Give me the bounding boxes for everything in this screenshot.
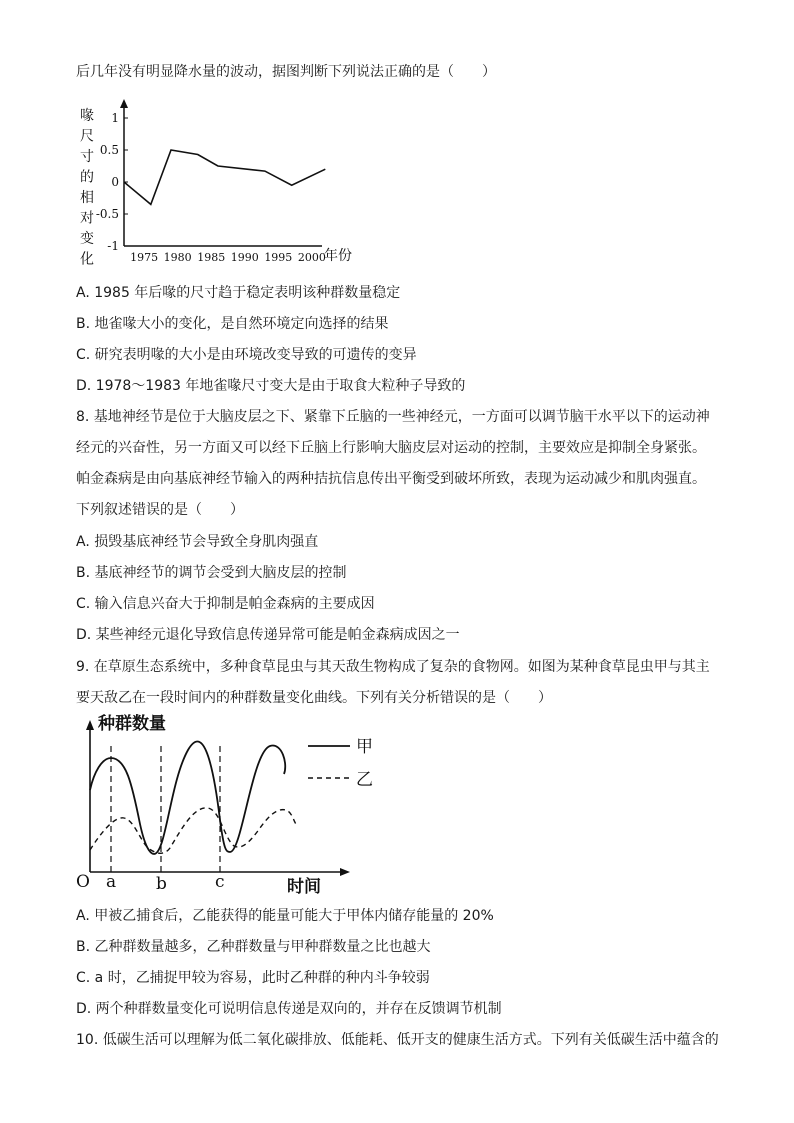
marker-label-c: c (215, 872, 225, 892)
beak-size-y-tick-label: 0 (111, 175, 119, 189)
population-y-label: 种群数量 (98, 714, 166, 734)
beak-size-chart (74, 96, 364, 268)
population-y-arrow (86, 720, 94, 730)
q9-option-a: A. 甲被乙捕食后，乙能获得的能量可能大于甲体内储存能量的 20% (76, 908, 494, 924)
q7-option-b: B. 地雀喙大小的变化，是自然环境定向选择的结果 (76, 316, 389, 332)
q8-option-c: C. 输入信息兴奋大于抑制是帕金森病的主要成因 (76, 596, 375, 612)
q7-option-a: A. 1985 年后喙的尺寸趋于稳定表明该种群数量稳定 (76, 285, 401, 301)
beak-size-y-label-char: 的 (80, 169, 94, 186)
beak-size-y-tick-label: -0.5 (95, 207, 119, 221)
q7-option-c: C. 研究表明喙的大小是由环境改变导致的可遗传的变异 (76, 347, 417, 363)
beak-size-x-tick-label: 1980 (163, 251, 192, 264)
population-x-arrow (340, 868, 350, 876)
beak-size-x-tick-label: 2000 (297, 251, 326, 264)
beak-size-x-tick-label: 1985 (197, 251, 226, 264)
beak-size-x-ticks (130, 251, 326, 264)
beak-size-y-label-char: 寸 (80, 149, 94, 165)
q7-option-d: D. 1978～1983 年地雀喙尺寸变大是由于取食大粒种子导致的 (76, 378, 466, 394)
beak-size-series-line (124, 150, 325, 204)
q9-stem-line-2: 要天敌乙在一段时间内的种群数量变化曲线。下列有关分析错误的是（ ） (76, 690, 552, 706)
q8-option-b: B. 基底神经节的调节会受到大脑皮层的控制 (76, 565, 347, 581)
population-origin-label: O (76, 872, 90, 892)
beak-size-x-tick-label: 1990 (230, 251, 259, 264)
beak-size-y-label-char: 对 (80, 210, 94, 227)
q9-option-c: C. a 时，乙捕捉甲较为容易，此时乙种群的种内斗争较弱 (76, 970, 430, 986)
beak-size-y-label (80, 108, 94, 268)
series-yi-line (90, 808, 296, 853)
beak-size-y-tick-label: 0.5 (99, 143, 119, 157)
beak-size-y-ticks (96, 111, 128, 253)
beak-size-y-label-char: 化 (80, 251, 94, 268)
q8-stem-line-1: 8. 基地神经节是位于大脑皮层之下、紧靠下丘脑的一些神经元，一方面可以调节脑干水平以下的运动神 (76, 409, 710, 425)
q7-stem: 后几年没有明显降水量的波动，据图判断下列说法正确的是（ ） (76, 64, 496, 80)
beak-size-x-tick-label: 1975 (130, 251, 159, 264)
q10-stem-line-1: 10. 低碳生活可以理解为低二氧化碳排放、低能耗、低开支的健康生活方式。下列有关低碳生活中蕴含的 (76, 1032, 719, 1048)
marker-label-a: a (106, 872, 117, 892)
beak-size-y-tick-label: -1 (107, 239, 119, 253)
beak-size-y-label-char: 喙 (80, 108, 94, 124)
q9-option-b: B. 乙种群数量越多，乙种群数量与甲种群数量之比也越大 (76, 939, 431, 955)
beak-size-y-arrow (120, 99, 128, 108)
q8-stem-line-2: 经元的兴奋性，另一方面又可以经下丘脑上行影响大脑皮层对运动的控制，主要效应是抑制全身紧张。 (76, 440, 706, 456)
population-chart (74, 712, 384, 898)
q8-stem-line-4: 下列叙述错误的是（ ） (76, 502, 244, 518)
marker-label-b: b (156, 874, 167, 894)
q8-option-d: D. 某些神经元退化导致信息传递异常可能是帕金森病成因之一 (76, 627, 460, 643)
beak-size-axes (120, 99, 322, 246)
q9-option-d: D. 两个种群数量变化可说明信息传递是双向的，并存在反馈调节机制 (76, 1001, 502, 1017)
q8-stem-line-3: 帕金森病是由向基底神经节输入的两种拮抗信息传出平衡受到破坏所致，表现为运动减少和肌肉强直。 (76, 471, 706, 487)
beak-size-y-label-char: 相 (80, 190, 94, 206)
population-x-label: 时间 (287, 877, 321, 897)
beak-size-y-tick-label: 1 (111, 111, 119, 125)
beak-size-x-tick-label: 1995 (264, 251, 293, 264)
legend-jia-label: 甲 (356, 737, 373, 757)
beak-size-y-label-char: 变 (80, 231, 94, 247)
legend-yi-label: 乙 (356, 770, 373, 790)
series-jia-line (90, 742, 285, 854)
beak-size-x-label: 年份 (324, 248, 352, 264)
beak-size-y-label-char: 尺 (80, 128, 94, 145)
q9-stem-line-1: 9. 在草原生态系统中，多种食草昆虫与其天敌生物构成了复杂的食物网。如图为某种食草昆虫甲与其主 (76, 659, 710, 675)
q8-option-a: A. 损毁基底神经节会导致全身肌肉强直 (76, 534, 319, 550)
